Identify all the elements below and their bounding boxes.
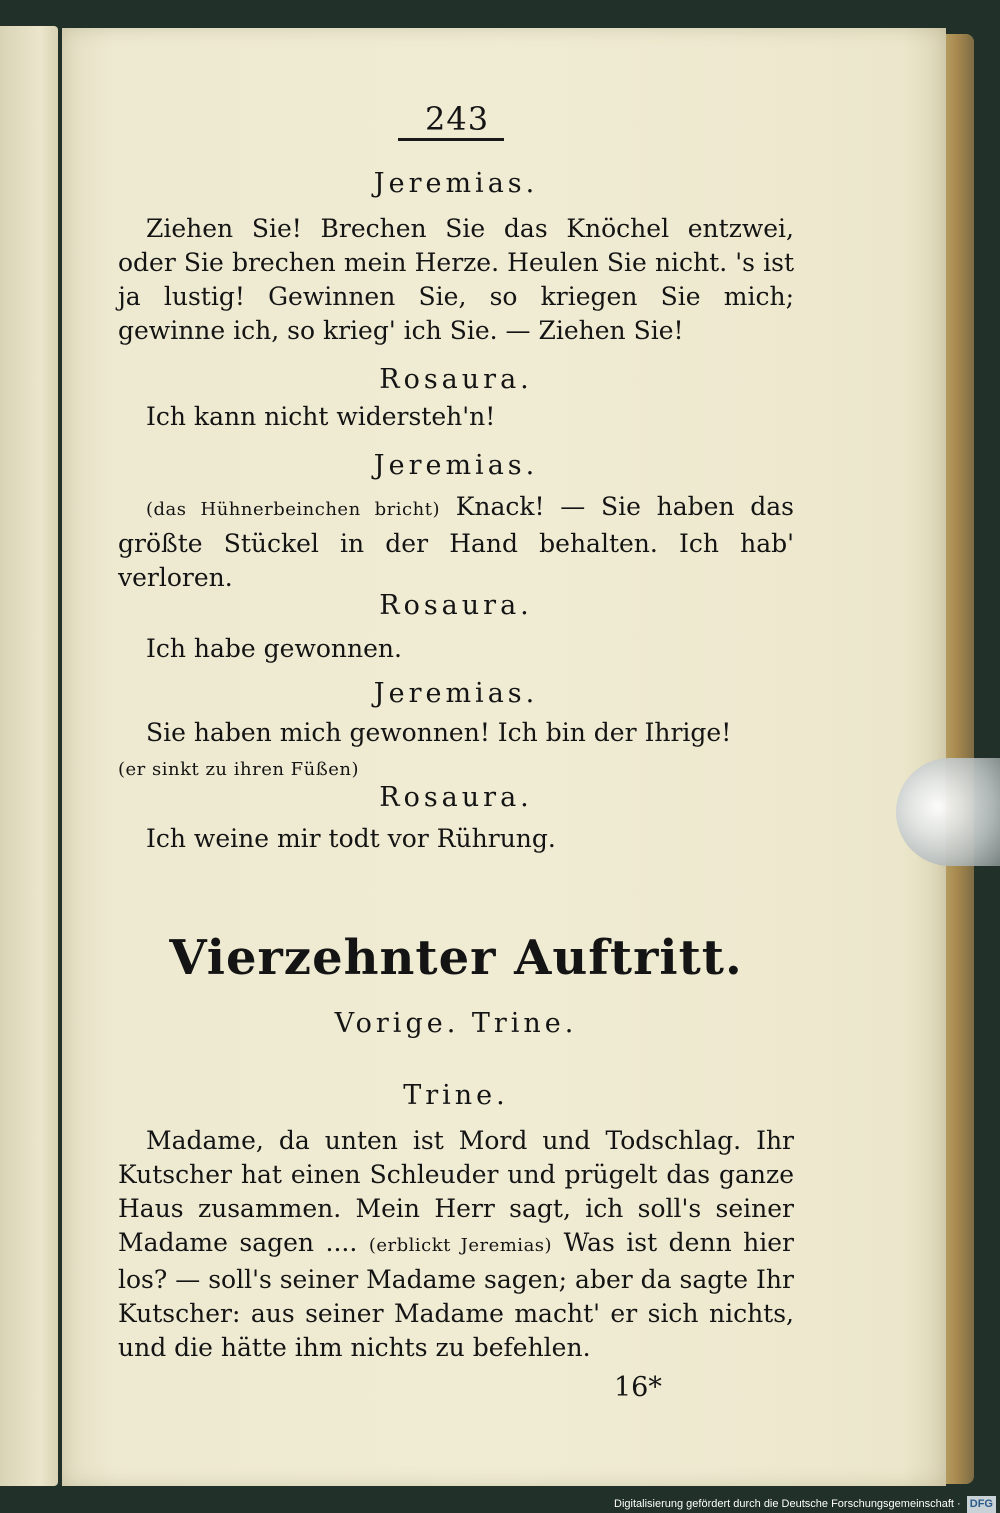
speaker-rosaura: Rosaura. [379, 590, 533, 621]
stage-direction: (erblickt Jeremias) [368, 1235, 553, 1256]
facing-page-edge [0, 26, 58, 1486]
speaker-rosaura: Rosaura. [379, 364, 533, 395]
speech-jeremias-2 [118, 490, 794, 595]
credit-text: Digitalisierung gefördert durch die Deutsche Forschungsgemeinschaft [614, 1498, 954, 1510]
digitization-credit: Digitalisierung gefördert durch die Deutsche Forschungsgemeinschaft · DFG [610, 1496, 1000, 1513]
speech-text: Knack! — Sie haben das größte Stückel in der Hand behalten. Ich hab' verloren. [118, 492, 794, 592]
speech-text: Was ist denn hier los? — soll's seiner Madame sagen; aber da sagte Ihr Kutscher: aus seiner Madame macht' er sich nichts, und die hätte ihm nichts zu befehlen. [118, 1228, 795, 1362]
page-clip [896, 758, 1000, 866]
speaker-jeremias: Jeremias. [373, 450, 539, 481]
speech-rosaura-1: Ich kann nicht widersteh'n! [146, 402, 496, 431]
stage-direction: (das Hühnerbeinchen bricht) [146, 499, 440, 520]
speech-rosaura-3: Ich weine mir todt vor Rührung. [146, 824, 556, 853]
stage-direction: (er sinkt zu ihren Füßen) [118, 759, 360, 780]
page-number: 243 [425, 100, 490, 138]
catchword: 16* [614, 1372, 662, 1403]
speaker-jeremias: Jeremias. [373, 168, 539, 199]
speech-rosaura-2: Ich habe gewonnen. [146, 634, 402, 663]
speech-jeremias-1: Ziehen Sie! Brechen Sie das Knöchel entzwei, oder Sie brechen mein Herze. Heulen Sie nicht. 's ist ja lustig! Gewinnen Sie, so kriegen Sie mich; gewinne ich, so krieg' ich Sie. — Ziehen Sie! [118, 214, 794, 345]
speech-trine [118, 1124, 794, 1365]
speaker-trine: Trine. [403, 1080, 509, 1111]
speech-text: Madame, da unten ist Mord und Todschlag. Ihr Kutscher hat einen Schleuder und prügelt das ganze Haus zusammen. Mein Herr sagt, ich soll's seiner Madame sagen .... [118, 1126, 794, 1257]
scene-heading: Vierzehnter Auftritt. [169, 930, 743, 986]
page-number-rule [398, 138, 504, 141]
dfg-logo: DFG [967, 1496, 996, 1513]
speaker-jeremias: Jeremias. [373, 678, 539, 709]
speaker-rosaura: Rosaura. [379, 782, 533, 813]
scene-cast: Vorige. Trine. [334, 1008, 578, 1039]
speech-jeremias-3: Sie haben mich gewonnen! Ich bin der Ihrige! (er sinkt zu ihren Füßen) [118, 718, 732, 780]
